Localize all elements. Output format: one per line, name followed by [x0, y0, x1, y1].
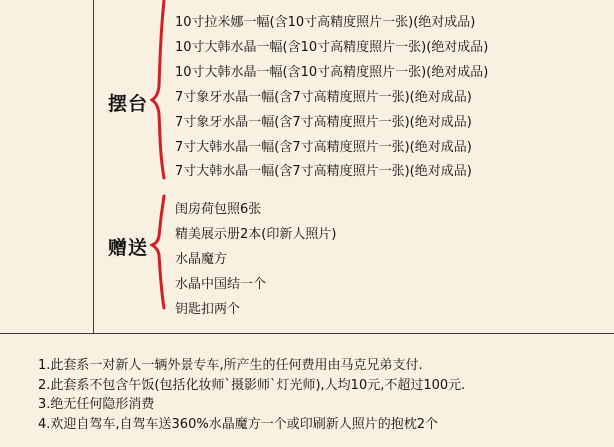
table-column-divider — [93, 0, 94, 334]
note-item: 1.此套系一对新人一辆外景专车,所产生的任何费用由马克兄弟支付. — [38, 358, 423, 373]
gift-item: 钥匙扣两个 — [175, 302, 241, 317]
gift-item: 水晶中国结一个 — [175, 277, 267, 292]
gift-item: 精美展示册2本(印新人照片) — [175, 227, 337, 242]
display-item: 7寸大韩水晶一幅(含7寸高精度照片一张)(绝对成品) — [175, 140, 472, 155]
notes-list — [38, 356, 465, 434]
display-item: 10寸大韩水晶一幅(含10寸高精度照片一张)(绝对成品) — [175, 65, 489, 80]
gift-category-label: 赠送 — [108, 237, 149, 259]
display-item: 7寸象牙水晶一幅(含7寸高精度照片一张)(绝对成品) — [175, 90, 472, 105]
note-item: 4.欢迎自驾车,自驾车送360%水晶魔方一个或印刷新人照片的抱枕2个 — [38, 416, 438, 432]
display-item: 7寸象牙水晶一幅(含7寸高精度照片一张)(绝对成品) — [175, 115, 472, 130]
display-item: 7寸大韩水晶一幅(含7寸高精度照片一张)(绝对成品) — [175, 164, 472, 179]
bracket-decoration — [150, 0, 172, 334]
note-item: 2.此套系不包含午饭(包括化妆师`摄影师`灯光师),人均10元,不超过100元. — [38, 377, 466, 393]
gift-item: 闺房荷包照6张 — [175, 202, 262, 217]
display-item: 10寸大韩水晶一幅(含10寸高精度照片一张)(绝对成品) — [175, 40, 489, 55]
gift-item: 水晶魔方 — [175, 252, 228, 267]
display-item: 10寸拉米娜一幅(含10寸高精度照片一张)(绝对成品) — [175, 15, 476, 30]
note-item: 3.绝无任何隐形消费 — [38, 397, 155, 412]
display-category-label: 摆台 — [108, 93, 149, 115]
